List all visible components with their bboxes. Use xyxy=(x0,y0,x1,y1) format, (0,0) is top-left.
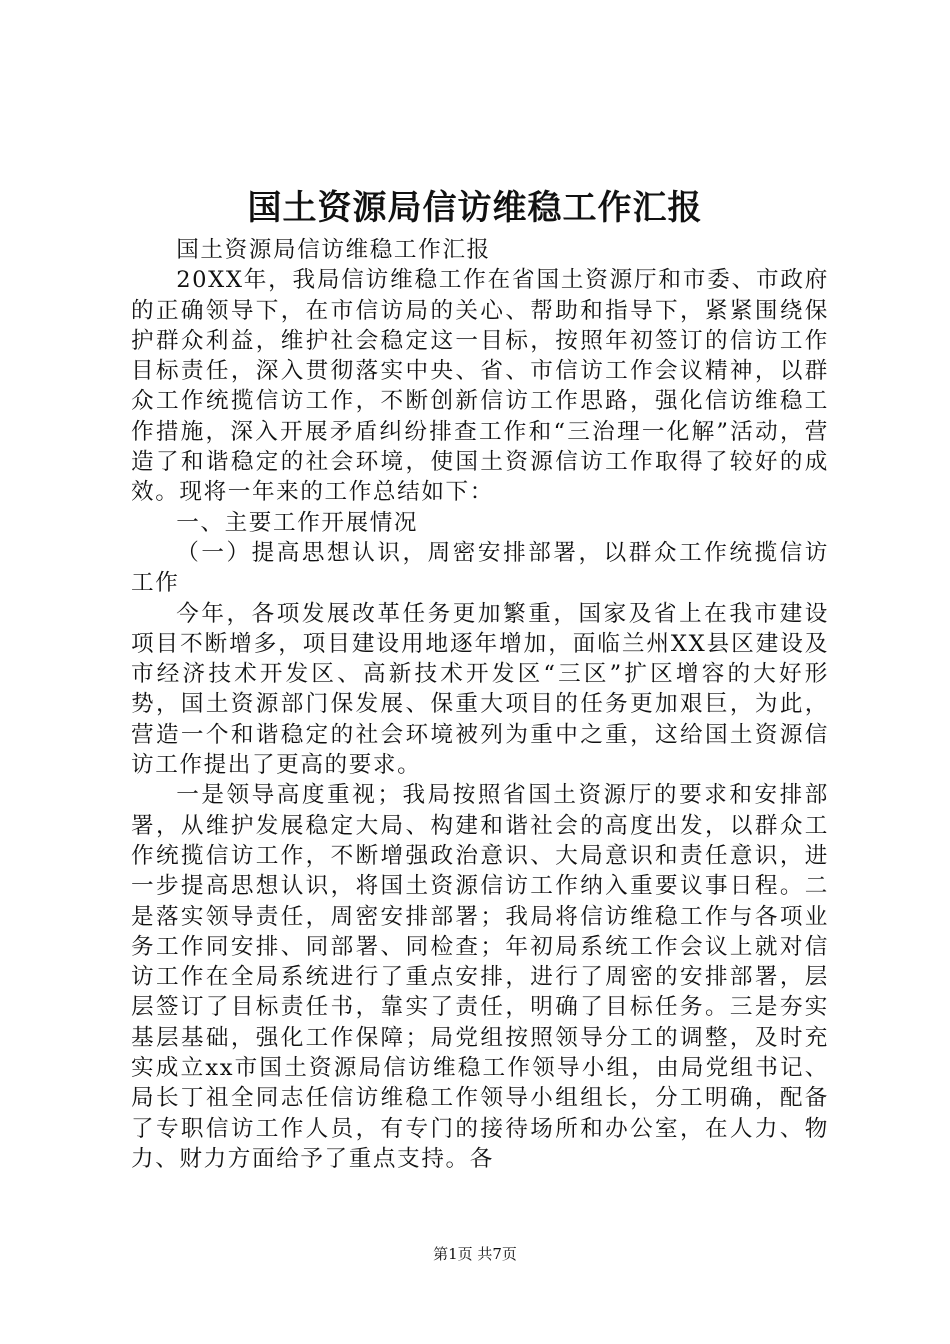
paragraph-intro: 20XX年，我局信访维稳工作在省国土资源厅和市委、市政府的正确领导下，在市信访局的关心、帮助和指导下，紧紧围绕保护群众利益，维护社会稳定这一目标，按照年初签订的信访工作目标责任，深入贯彻落实中央、省、市信访工作会议精神，以群众工作统揽信访工作，不断创新信访工作思路，强化信访维稳工作措施，深入开展矛盾纠纷排查工作和“三治理一化解”活动，营造了和谐稳定的社会环境，使国土资源信访工作取得了较好的成效。现将一年来的工作总结如下： xyxy=(131,267,829,506)
paragraph-subsection-heading: （一）提高思想认识，周密安排部署，以群众工作统揽信访工作 xyxy=(131,539,829,597)
paragraph-section-heading: 一、主要工作开展情况 xyxy=(176,509,419,536)
document-body xyxy=(131,235,829,1174)
paragraph-subtitle: 国土资源局信访维稳工作汇报 xyxy=(176,237,491,263)
paragraph-context: 今年，各项发展改革任务更加繁重，国家及省上在我市建设项目不断增多，项目建设用地逐年增加，面临兰州XX县区建设及市经济技术开发区、高新技术开发区“三区”扩区增容的大好形势，国土资源部门保发展、保重大项目的任务更加艰巨，为此，营造一个和谐稳定的社会环境被列为重中之重，这给国土资源信访工作提出了更高的要求。 xyxy=(131,600,829,779)
paragraph-measures: 一是领导高度重视；我局按照省国土资源厅的要求和安排部署，从维护发展稳定大局、构建和谐社会的高度出发，以群众工作统揽信访工作，不断增强政治意识、大局意识和责任意识，进一步提高思想认识，将国土资源信访工作纳入重要议事日程。二是落实领导责任，周密安排部署；我局将信访维稳工作与各项业务工作同安排、同部署、同检查；年初局系统工作会议上就对信访工作在全局系统进行了重点安排，进行了周密的安排部署，层层签订了目标责任书，靠实了责任，明确了目标任务。三是夯实基层基础，强化工作保障；局党组按照领导分工的调整，及时充实成立xx市国土资源局信访维稳工作领导小组，由局党组书记、局长丁祖全同志任信访维稳工作领导小组组长，分工明确，配备了专职信访工作人员，有专门的接待场所和办公室，在人力、物力、财力方面给予了重点支持。各 xyxy=(131,782,829,1172)
page-footer: 第1页 共7页 xyxy=(433,1245,517,1263)
document-title: 国土资源局信访维稳工作汇报 xyxy=(247,188,703,228)
